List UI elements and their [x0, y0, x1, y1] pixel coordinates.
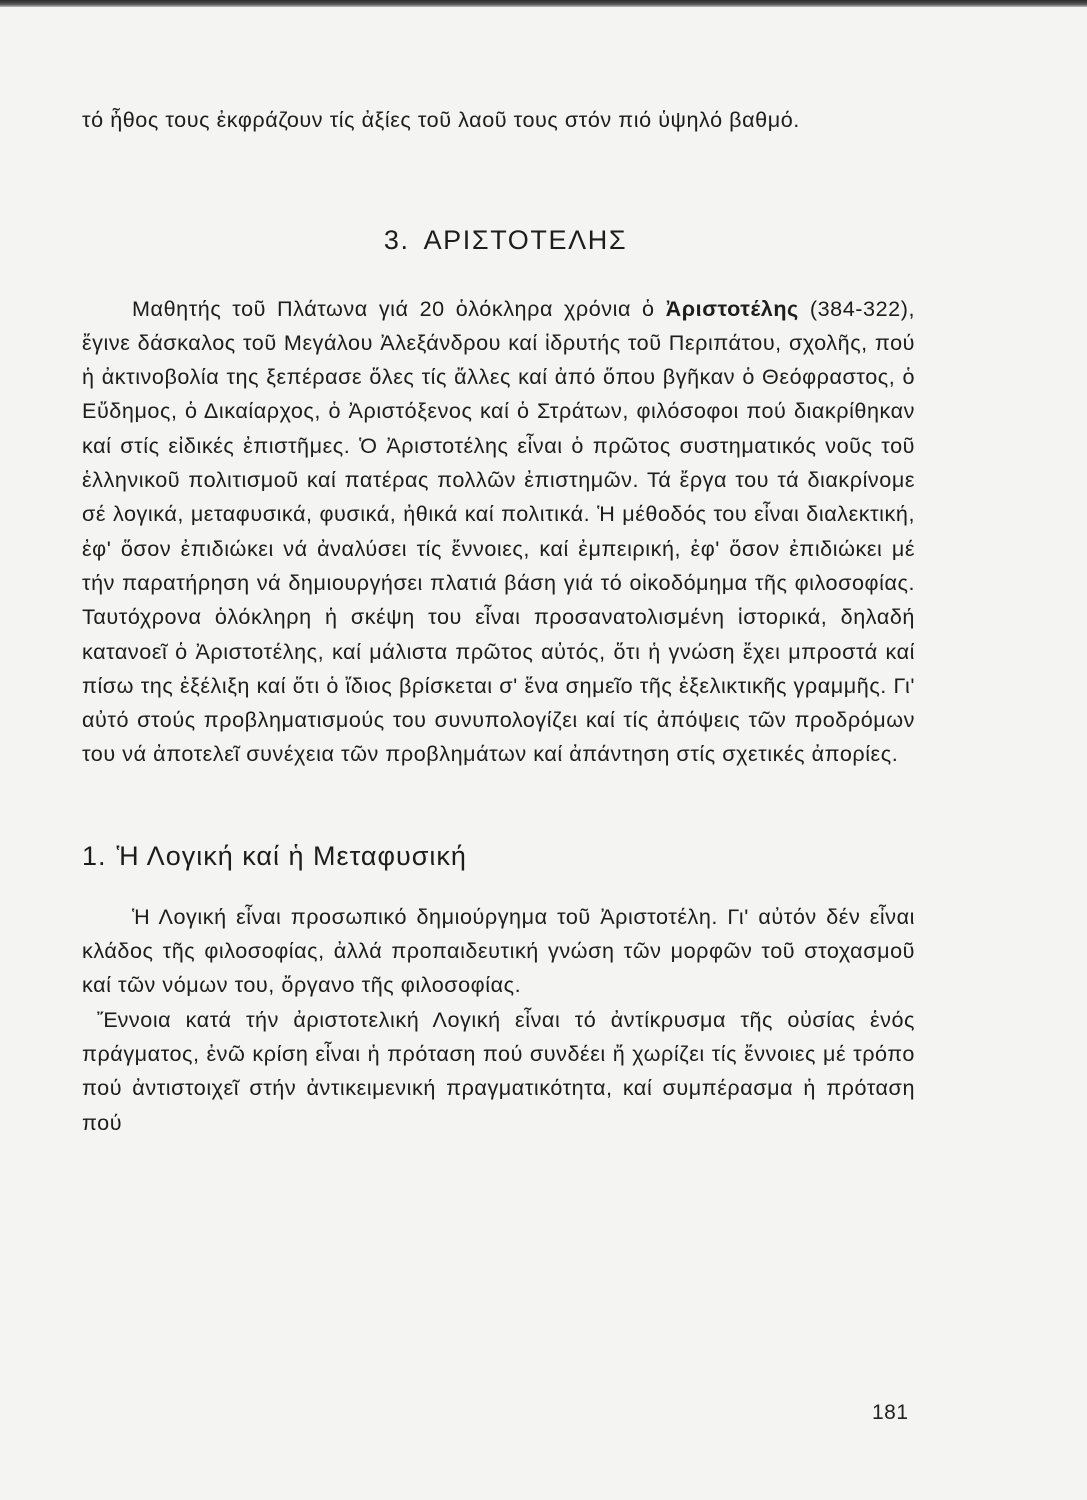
- chapter-number: 3.: [383, 225, 410, 256]
- aristotle-name-bold: Ἀριστοτέλης: [665, 295, 799, 321]
- continuation-paragraph: τό ἦθος τους ἐκφράζουν τίς ἀξίες τοῦ λαοῦ τους στόν πιό ὑψηλό βαθμό.: [82, 107, 800, 132]
- logic-paragraph-2: Ἔννοια κατά τήν ἀριστοτελική Λογική εἶναι τό ἀντίκρυσμα τῆς οὐσίας ἑνός πράγματος, ἐνῶ κρίση εἶναι ἡ πρόταση πού συνδέει ἤ χωρίζει τίς ἔννοιες μέ τρόπο πού ἀντιστοιχεῖ στήν ἀντικειμενική πραγματικότητα, καί συμπέρασμα ἡ πρόταση πού: [82, 1006, 915, 1135]
- page-number: 181: [872, 1401, 909, 1424]
- intro-lead: Μαθητής τοῦ Πλάτωνα γιά 20 ὁλόκληρα χρόνια ὁ: [132, 295, 666, 321]
- chapter-title: ΑΡΙΣΤΟΤΕΛΗΣ: [423, 225, 628, 256]
- section-title: Ἡ Λογική καί ἡ Μεταφυσική: [116, 840, 467, 871]
- section-number: 1.: [82, 840, 107, 871]
- chapter-intro-paragraph: [82, 292, 915, 772]
- scan-top-edge: [0, 0, 1087, 7]
- chapter-heading: [82, 223, 915, 257]
- intro-rest: (384-322), ἔγινε δάσκαλος τοῦ Μεγάλου Ἀλεξάνδρου καί ἱδρυτής τοῦ Περιπάτου, σχολῆς, πού ἡ ἀκτινοβολία της ξεπέρασε ὅλες τίς ἄλλες καί ἀπό ὅπου βγῆκαν ὁ Θεόφραστος, ὁ Εὔδημος, ὁ Δικαίαρχος, ὁ Ἀριστόξενος καί ὁ Στράτων, φιλόσοφοι πού διακρίθηκαν καί στίς εἰδικές ἐπιστῆμες. Ὁ Ἀριστοτέλης εἶναι ὁ πρῶτος συστηματικός νοῦς τοῦ ἑλληνικοῦ πολιτισμοῦ καί πατέρας πολλῶν ἐπιστημῶν. Τά ἔργα του τά διακρίνομε σέ λογικά, μεταφυσικά, φυσικά, ἠθικά καί πολιτικά. Ἡ μέθοδός του εἶναι διαλεκτική, ἐφ' ὅσον ἐπιδιώκει νά ἀναλύσει τίς ἔννοιες, καί ἐμπειρική, ἐφ' ὅσον ἐπιδιώκει μέ τήν παρατήρηση νά δημιουργήσει πλατιά βάση γιά τό οἰκοδόμημα τῆς φιλοσοφίας. Ταυτόχρονα ὁλόκληρη ἡ σκέψη του εἶναι προσανατολισμένη ἱστορικά, δηλαδή κατανοεῖ ὁ Ἀριστοτέλης, καί μάλιστα πρῶτος αὐτός, ὅτι ἡ γνώση ἔχει μπροστά καί πίσω της ἐξέλιξη καί ὅτι ὁ ἴδιος βρίσκεται σ' ἕνα σημεῖο τῆς ἐξελικτικῆς γραμμῆς. Γι' αὐτό στούς προβληματισμούς του συνυπολογίζει καί τίς ἀπόψεις τῶν προδρόμων του νά ἀποτελεῖ συνέχεια τῶν προβλημάτων καί ἀπάντηση στίς σχετικές ἀπορίες.: [82, 295, 915, 767]
- page-body: [82, 103, 915, 1140]
- section-heading: [82, 836, 915, 876]
- logic-paragraph-1: Ἡ Λογική εἶναι προσωπικό δημιούργημα τοῦ Ἀριστοτέλη. Γι' αὐτόν δέν εἶναι κλάδος τῆς φιλοσοφίας, ἀλλά προπαιδευτική γνώση τῶν μορφῶν τοῦ στοχασμοῦ καί τῶν νόμων του, ὄργανο τῆς φιλοσοφίας.: [82, 903, 915, 998]
